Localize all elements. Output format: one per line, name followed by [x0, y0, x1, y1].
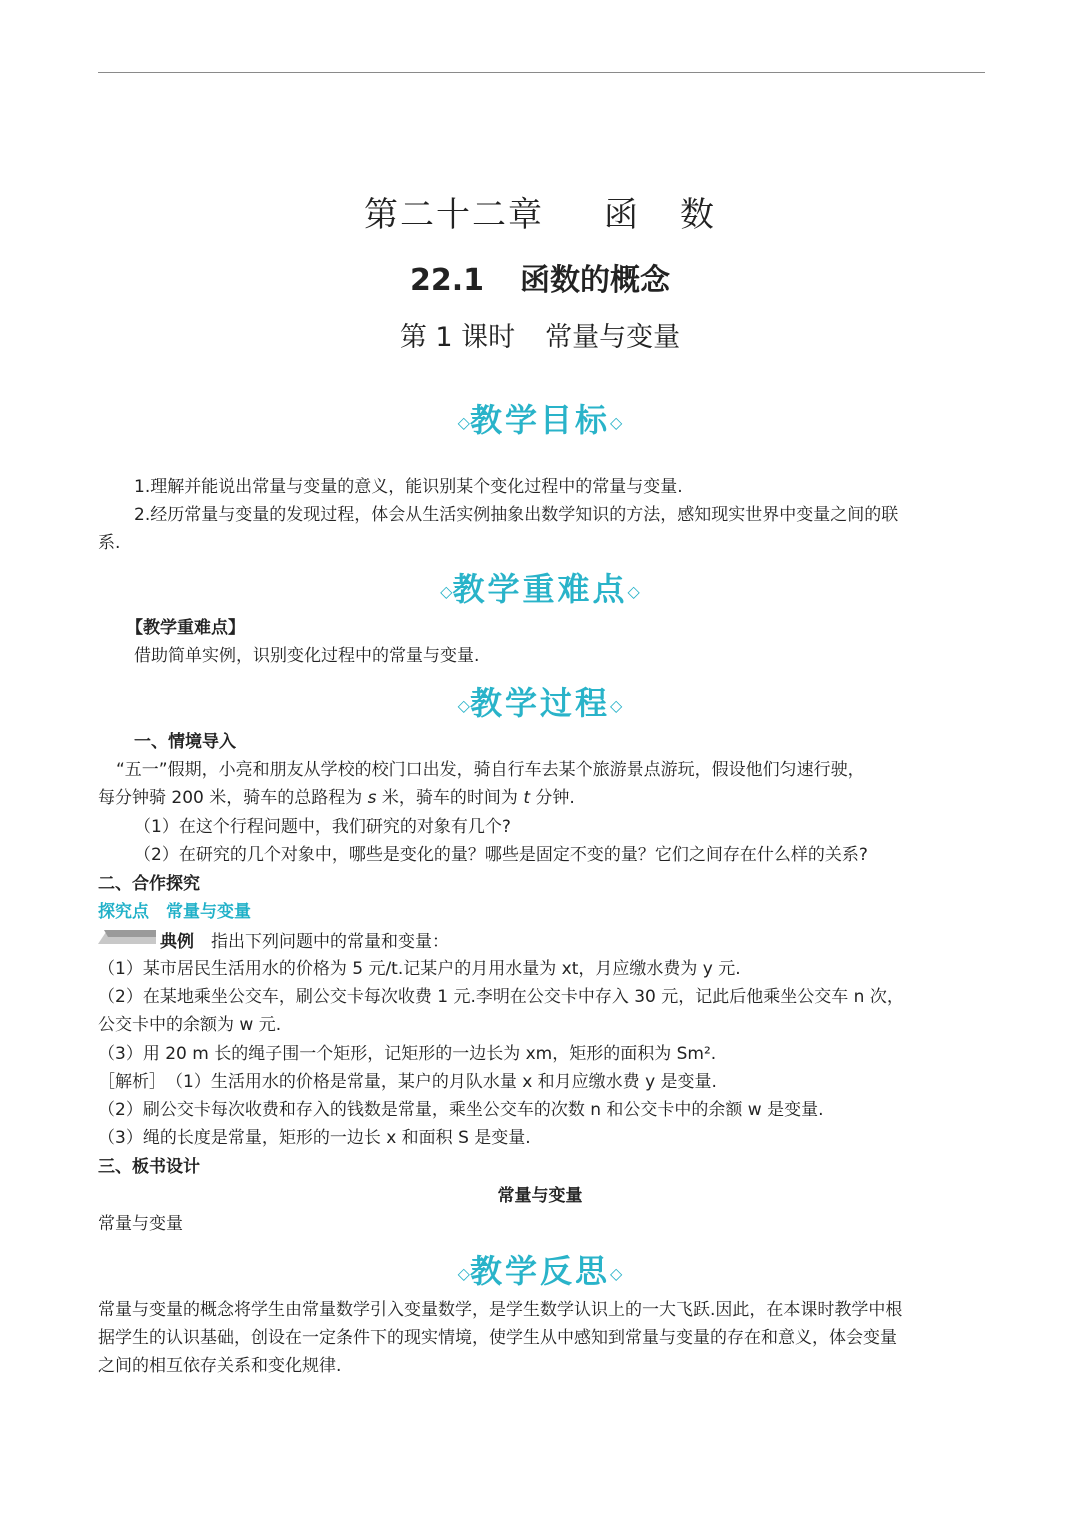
- example-text: 指出下列问题中的常量和变量：: [211, 932, 449, 952]
- question-2: （2）在研究的几个对象中，哪些是变化的量？哪些是固定不变的量？它们之间存在什么样的关系?: [134, 845, 868, 865]
- var-s: s: [367, 788, 377, 808]
- diamond-icon: ◇: [457, 1264, 470, 1283]
- intro-line-2: [98, 784, 575, 812]
- analysis-3: （3）绳的长度是常量，矩形的一边长 x 和面积 S 是变量.: [98, 1128, 531, 1148]
- example-line: [160, 928, 449, 956]
- intro-line-2-c: 分钟.: [530, 788, 575, 808]
- lesson-name: 常量与变量: [545, 322, 681, 353]
- objective-2: 2.经历常量与变量的发现过程，体会从生活实例抽象出数学知识的方法，感知现实世界中变量之间的联: [134, 505, 899, 525]
- banner-objectives-text: 教学目标: [469, 401, 610, 439]
- intro-line-2-a: 每分钟骑 200 米，骑车的总路程为: [98, 788, 368, 808]
- chapter-title: [0, 187, 1080, 236]
- banner-objectives: [0, 395, 1080, 441]
- intro-heading: 一、情境导入: [134, 732, 236, 752]
- reflection-line-2: 据学生的认识基础，创设在一定条件下的现实情境，使学生从中感知到常量与变量的存在和意义，体会变量: [98, 1328, 897, 1348]
- analysis-2: （2）刷公交卡每次收费和存入的钱数是常量，乘坐公交车的次数 n 和公交卡中的余额 w 是变量.: [98, 1100, 824, 1120]
- diamond-icon: ◇: [627, 582, 640, 601]
- reflection-line-3: 之间的相互依存关系和变化规律.: [98, 1356, 342, 1376]
- banner-process: [0, 678, 1080, 724]
- banner-reflection-text: 教学反思: [469, 1252, 610, 1290]
- analysis-1: （1）生活用水的价格是常量，某户的月队水量 x 和月应缴水费 y 是变量.: [174, 1072, 717, 1092]
- board-title: 常量与变量: [497, 1186, 583, 1206]
- intro-line-1: “五一”假期，小亮和朋友从学校的校门口出发，骑自行车去某个旅游景点游玩，假设他们匀速行驶，: [116, 760, 865, 780]
- board-text: 常量与变量: [98, 1214, 183, 1234]
- diamond-icon: ◇: [610, 696, 623, 715]
- lesson-number: 第 1 课时: [399, 322, 516, 353]
- analysis-1-line: [98, 1068, 717, 1096]
- section-title: [0, 255, 1080, 299]
- lesson-title: [0, 315, 1080, 354]
- example-label: 典例: [160, 932, 194, 952]
- key-points-label: 【教学重难点】: [126, 618, 245, 638]
- explore-point: 探究点 常量与变量: [98, 902, 251, 922]
- coop-heading: 二、合作探究: [98, 874, 200, 894]
- example-1: （1）某市居民生活用水的价格为 5 元/t.记某户的月用水量为 xt，月应缴水费为 y 元.: [98, 959, 741, 979]
- chapter-word-1: 函: [604, 195, 640, 235]
- example-2-line-2: 公交卡中的余额为 w 元.: [98, 1015, 282, 1035]
- example-tab-icon: [98, 928, 156, 944]
- diamond-icon: ◇: [457, 413, 470, 432]
- question-1: （1）在这个行程问题中，我们研究的对象有几个?: [134, 817, 511, 837]
- objective-1: 1.理解并能说出常量与变量的意义，能识别某个变化过程中的常量与变量.: [134, 477, 683, 497]
- banner-process-text: 教学过程: [469, 684, 610, 722]
- diamond-icon: ◇: [440, 582, 453, 601]
- header-rule: [98, 72, 985, 73]
- example-2-line-1: （2）在某地乘坐公交车，刷公交卡每次收费 1 元.李明在公交卡中存入 30 元，记此后他乘坐公交车 n 次，: [98, 987, 904, 1007]
- diamond-icon: ◇: [610, 413, 623, 432]
- chapter-word-2: 数: [680, 195, 716, 235]
- diamond-icon: ◇: [457, 696, 470, 715]
- section-number: 22.1: [409, 263, 485, 298]
- key-points-text: 借助简单实例，识别变化过程中的常量与变量.: [134, 646, 480, 666]
- intro-line-2-b: 米，骑车的时间为: [376, 788, 524, 808]
- banner-reflection: [0, 1246, 1080, 1292]
- board-heading: 三、板书设计: [98, 1157, 200, 1177]
- analysis-label: ［解析］: [98, 1072, 158, 1092]
- objective-2-cont: 系.: [98, 533, 121, 553]
- var-t: t: [523, 788, 531, 808]
- example-3: （3）用 20 m 长的绳子围一个矩形，记矩形的一边长为 xm，矩形的面积为 Sm².: [98, 1044, 717, 1064]
- diamond-icon: ◇: [610, 1264, 623, 1283]
- reflection-line-1: 常量与变量的概念将学生由常量数学引入变量数学，是学生数学认识上的一大飞跃.因此，在本课时教学中根: [98, 1300, 903, 1320]
- banner-key-points-text: 教学重难点: [452, 570, 628, 608]
- banner-key-points: [0, 564, 1080, 610]
- chapter-number: 第二十二章: [364, 195, 544, 235]
- section-name: 函数的概念: [520, 263, 671, 298]
